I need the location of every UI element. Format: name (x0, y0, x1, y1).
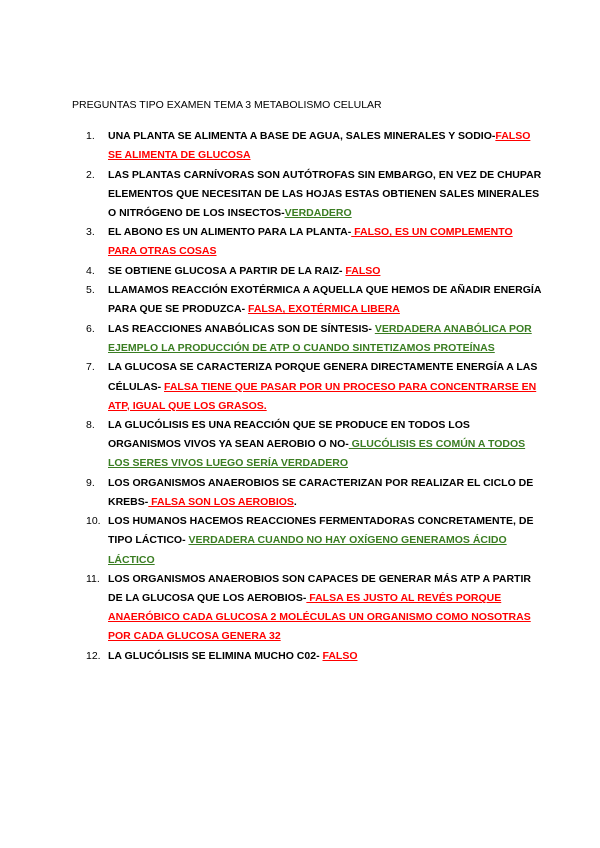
question-text: LOS HUMANOS HACEMOS REACCIONES FERMENTADORAS CONCRETAMENTE, DE TIPO LÁCTICO- (108, 515, 534, 547)
question-text: LA GLUCÓLISIS SE ELIMINA MUCHO C02- (108, 649, 323, 662)
question-number: 3. (86, 226, 95, 239)
answer-text: VERDADERO (284, 206, 352, 219)
question-text: LLAMAMOS REACCIÓN EXOTÉRMICA A AQUELLA QUE HEMOS DE AÑADIR ENERGÍA PARA QUE SE PRODUZCA- (108, 284, 542, 316)
question-text: LOS ORGANISMOS ANAEROBIOS SE CARACTERIZAN POR REALIZAR EL CICLO DE KREBS- (108, 476, 534, 508)
question-text: EL ABONO ES UN ALIMENTO PARA LA PLANTA- (108, 226, 352, 239)
answer-text: VERDADERA CUANDO NO HAY OXÍGENO GENERAMOS ÁCIDO LÁCTICO (108, 534, 507, 566)
question-item (72, 223, 542, 261)
question-number: 10. (86, 515, 101, 528)
question-item (72, 166, 542, 223)
question-item (72, 416, 542, 473)
question-number: 4. (86, 264, 95, 277)
question-text: LA GLUCÓLISIS ES UNA REACCIÓN QUE SE PRODUCE EN TODOS LOS ORGANISMOS VIVOS YA SEAN AEROBIO O NO- (108, 419, 470, 451)
question-item (72, 262, 542, 281)
question-item (72, 358, 542, 415)
question-item (72, 570, 542, 646)
answer-text: FALSO SE ALIMENTA DE GLUCOSA (108, 130, 531, 162)
question-item (72, 127, 542, 165)
answer-text: FALSO, ES UN COMPLEMENTO PARA OTRAS COSAS (108, 226, 513, 258)
answer-text: FALSA TIENE QUE PASAR POR UN PROCESO PARA CONCENTRARSE EN ATP, IGUAL QUE LOS GRASOS. (108, 380, 537, 412)
question-number: 7. (86, 361, 95, 374)
question-text: LAS PLANTAS CARNÍVORAS SON AUTÓTROFAS SIN EMBARGO, EN VEZ DE CHUPAR ELEMENTOS QUE NECESITAN DE LAS HOJAS ESTAS OBTIENEN SALES MINERALES O NITRÓGENO DE LOS INSECTOS- (108, 168, 542, 219)
answer-text: FALSO (322, 649, 358, 662)
answer-text: FALSO (345, 264, 381, 277)
question-text: UNA PLANTA SE ALIMENTA A BASE DE AGUA, SALES MINERALES Y SODIO- (108, 130, 496, 142)
answer-text: GLUCÓLISIS ES COMÚN A TODOS LOS SERES VIVOS LUEGO SERÍA VERDADERO (108, 438, 526, 470)
question-list (72, 127, 542, 666)
question-number: 6. (86, 322, 95, 335)
question-text: LA GLUCOSA SE CARACTERIZA PORQUE GENERA DIRECTAMENTE ENERGÍA A LAS CÉLULAS- (108, 361, 538, 393)
question-number: 9. (86, 476, 95, 489)
question-item (72, 281, 542, 319)
question-number: 8. (86, 419, 95, 432)
document-title: PREGUNTAS TIPO EXAMEN TEMA 3 METABOLISMO CELULAR (72, 99, 382, 111)
question-number: 2. (86, 168, 95, 181)
question-text: LOS ORGANISMOS ANAEROBIOS SON CAPACES DE GENERAR MÁS ATP A PARTIR DE LA GLUCOSA QUE LOS AEROBIOS- (108, 573, 531, 605)
question-item (72, 474, 542, 512)
question-item (72, 320, 542, 358)
answer-text: FALSA SON LOS AEROBIOS (148, 495, 294, 508)
question-item (72, 512, 542, 569)
question-number: 11. (86, 573, 100, 586)
question-number: 12. (86, 649, 101, 662)
answer-text: VERDADERA ANABÓLICA POR EJEMPLO LA PRODUCCIÓN DE ATP O CUANDO SINTETIZAMOS PROTEÍNAS (108, 322, 532, 354)
answer-suffix: . (293, 495, 297, 508)
question-number: 5. (86, 284, 95, 297)
question-text: LAS REACCIONES ANABÓLICAS SON DE SÍNTESIS- (108, 322, 375, 335)
answer-text: FALSA ES JUSTO AL REVÉS PORQUE ANAERÓBICO CADA GLUCOSA 2 MOLÉCULAS UN ORGANISMO COMO NOSOTRAS POR CADA GLUCOSA GENERA 32 (108, 592, 531, 643)
question-item (72, 647, 542, 666)
answer-text: FALSA, EXOTÉRMICA LIBERA (248, 303, 400, 316)
question-text: SE OBTIENE GLUCOSA A PARTIR DE LA RAIZ- (108, 264, 346, 277)
question-number: 1. (86, 130, 95, 142)
